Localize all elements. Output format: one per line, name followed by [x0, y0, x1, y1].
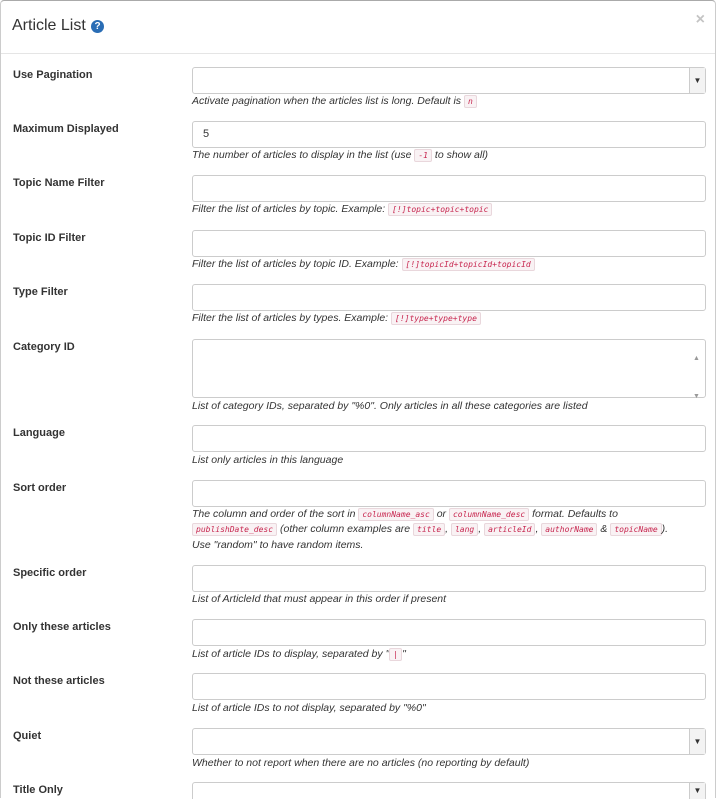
- specific-order-help: List of ArticleId that must appear in this order if present: [192, 593, 447, 605]
- code-snippet: [!]topicId+topicId+topicId: [402, 258, 535, 271]
- title-only-label: Title Only: [13, 784, 63, 796]
- chevron-down-icon[interactable]: ▼: [689, 783, 705, 799]
- code-snippet: -1: [414, 149, 432, 162]
- topic-id-filter-input[interactable]: [192, 230, 706, 257]
- code-snippet: articleId: [484, 523, 535, 536]
- only-these-articles-label: Only these articles: [13, 621, 111, 633]
- use-pagination-select[interactable]: [192, 67, 706, 94]
- maximum-displayed-label: Maximum Displayed: [13, 123, 119, 135]
- code-snippet: publishDate_desc: [192, 523, 277, 536]
- category-id-label: Category ID: [13, 341, 75, 353]
- code-snippet: lang: [451, 523, 478, 536]
- code-snippet: topicName: [610, 523, 661, 536]
- language-label: Language: [13, 427, 65, 439]
- quiet-select[interactable]: [192, 728, 706, 755]
- quiet-label: Quiet: [13, 730, 42, 742]
- scrollbar[interactable]: [693, 342, 703, 400]
- code-snippet: |: [389, 648, 402, 661]
- sort-order-help-line1: The column and order of the sort in columnName_asc or columnName_desc format. Defaults to: [192, 508, 618, 520]
- help-icon[interactable]: ?: [91, 20, 104, 33]
- type-filter-help: Filter the list of articles by types. Example: [!]type+type+type: [192, 312, 481, 324]
- topic-name-filter-input[interactable]: [192, 175, 706, 202]
- topic-name-filter-help: Filter the list of articles by topic. Example: [!]topic+topic+topic: [192, 203, 492, 215]
- sort-order-label: Sort order: [13, 482, 67, 494]
- not-these-articles-label: Not these articles: [13, 675, 105, 687]
- specific-order-label: Specific order: [13, 567, 87, 579]
- use-pagination-help: Activate pagination when the articles list is long. Default is n: [192, 95, 477, 107]
- only-these-articles-input[interactable]: [192, 619, 706, 646]
- code-snippet: [!]topic+topic+topic: [388, 203, 492, 216]
- scroll-up-icon[interactable]: ▲: [693, 355, 700, 362]
- dialog-header: [1, 1, 715, 54]
- language-input[interactable]: [192, 425, 706, 452]
- sort-order-help-line3: Use "random" to have random items.: [192, 539, 364, 551]
- topic-id-filter-label: Topic ID Filter: [13, 232, 86, 244]
- specific-order-input[interactable]: [192, 565, 706, 592]
- only-these-articles-help: List of article IDs to display, separated by " | ": [192, 648, 406, 660]
- use-pagination-label: Use Pagination: [13, 69, 93, 81]
- code-snippet: columnName_asc: [358, 508, 433, 521]
- maximum-displayed-input[interactable]: 5: [192, 121, 706, 148]
- topic-name-filter-label: Topic Name Filter: [13, 177, 105, 189]
- sort-order-help-line2: publishDate_desc (other column examples are title , lang , articleId , authorName & topicName ).: [192, 523, 668, 535]
- not-these-articles-help: List of article IDs to not display, separated by "%0": [192, 702, 426, 714]
- code-snippet: n: [464, 95, 477, 108]
- category-id-textarea[interactable]: [192, 339, 706, 398]
- type-filter-input[interactable]: [192, 284, 706, 311]
- code-snippet: [!]type+type+type: [391, 312, 481, 325]
- topic-id-filter-help: Filter the list of articles by topic ID. Example: [!]topicId+topicId+topicId: [192, 258, 535, 270]
- quiet-help: Whether to not report when there are no articles (no reporting by default): [192, 757, 530, 769]
- maximum-displayed-help: The number of articles to display in the list (use -1 to show all): [192, 149, 489, 161]
- chevron-down-icon[interactable]: ▼: [689, 729, 705, 754]
- language-help: List only articles in this language: [192, 454, 344, 466]
- code-snippet: authorName: [541, 523, 597, 536]
- category-id-help: List of category IDs, separated by "%0". Only articles in all these categories are listed: [192, 400, 588, 412]
- code-snippet: columnName_desc: [449, 508, 529, 521]
- type-filter-label: Type Filter: [13, 286, 68, 298]
- close-button[interactable]: ×: [695, 11, 705, 28]
- sort-order-input[interactable]: [192, 480, 706, 507]
- chevron-down-icon[interactable]: ▼: [689, 68, 705, 93]
- not-these-articles-input[interactable]: [192, 673, 706, 700]
- scroll-down-icon[interactable]: ▼: [693, 393, 700, 400]
- code-snippet: title: [413, 523, 445, 536]
- dialog-title: Article List: [12, 17, 86, 34]
- title-only-select[interactable]: [192, 782, 706, 799]
